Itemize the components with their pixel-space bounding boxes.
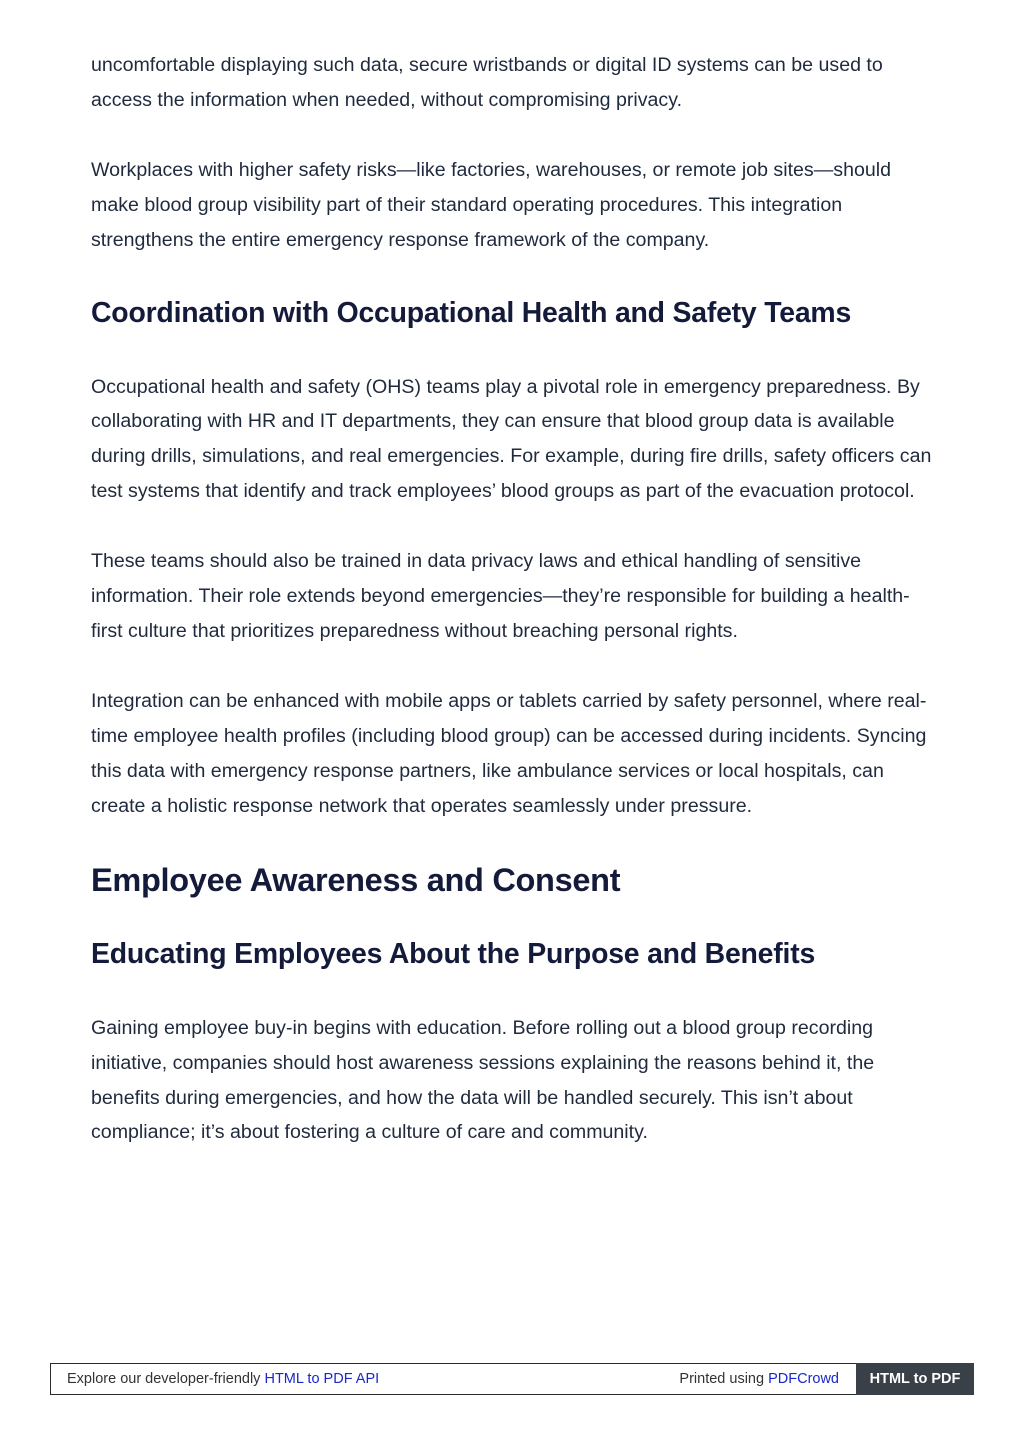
article-body [91,48,936,1186]
footer-printed-text: Printed using [679,1371,769,1387]
paragraph-ohs-training: These teams should also be trained in data privacy laws and ethical handling of sensitive information. Their role extends beyond emergencies—they’re responsible for building a health-first culture that prioritizes preparedness without breaching personal rights. [91,550,910,642]
pdfcrowd-footer [50,1363,974,1395]
footer-printed [679,1371,839,1387]
heading-awareness: Employee Awareness and Consent [91,862,621,899]
heading-educating: Educating Employees About the Purpose and Benefits [91,938,816,971]
paragraph-workplaces: Workplaces with higher safety risks—like factories, warehouses, or remote job sites—should make blood group visibility part of their standard operating procedures. This integration strengthens the entire emergency response framework of the company. [91,159,892,251]
paragraph-buy-in: Gaining employee buy-in begins with education. Before rolling out a blood group recording initiative, companies should host awareness sessions explaining the reasons behind it, the benefits during emergencies, and how the data will be handled securely. This isn’t about compliance; it’s about fostering a culture of care and community. [91,1017,875,1144]
paragraph-ohs-role: Occupational health and safety (OHS) teams play a pivotal role in emergency preparedness. By collaborating with HR and IT departments, they can ensure that blood group data is available during drills, simulations, and real emergencies. For example, during fire drills, safety officers can test systems that identify and track employees’ blood groups as part of the evacuation protocol. [91,375,932,502]
footer-explore [67,1371,379,1387]
paragraph-integration: Integration can be enhanced with mobile apps or tablets carried by safety personnel, where real-time employee health profiles (including blood group) can be accessed during incidents. Syncing this data with emergency response partners, like ambulance services or local hospitals, can create a holistic response network that operates seamlessly under pressure. [91,690,927,817]
heading-coordination: Coordination with Occupational Health and Safety Teams [91,296,852,329]
pdfcrowd-link[interactable]: PDFCrowd [768,1371,839,1387]
footer-explore-text: Explore our developer-friendly [67,1371,265,1387]
paragraph-intro-tail: uncomfortable displaying such data, secure wristbands or digital ID systems can be used to access the information when needed, without compromising privacy. [91,54,883,111]
html-to-pdf-api-link[interactable]: HTML to PDF API [264,1371,380,1387]
html-to-pdf-button[interactable]: HTML to PDF [856,1363,974,1395]
